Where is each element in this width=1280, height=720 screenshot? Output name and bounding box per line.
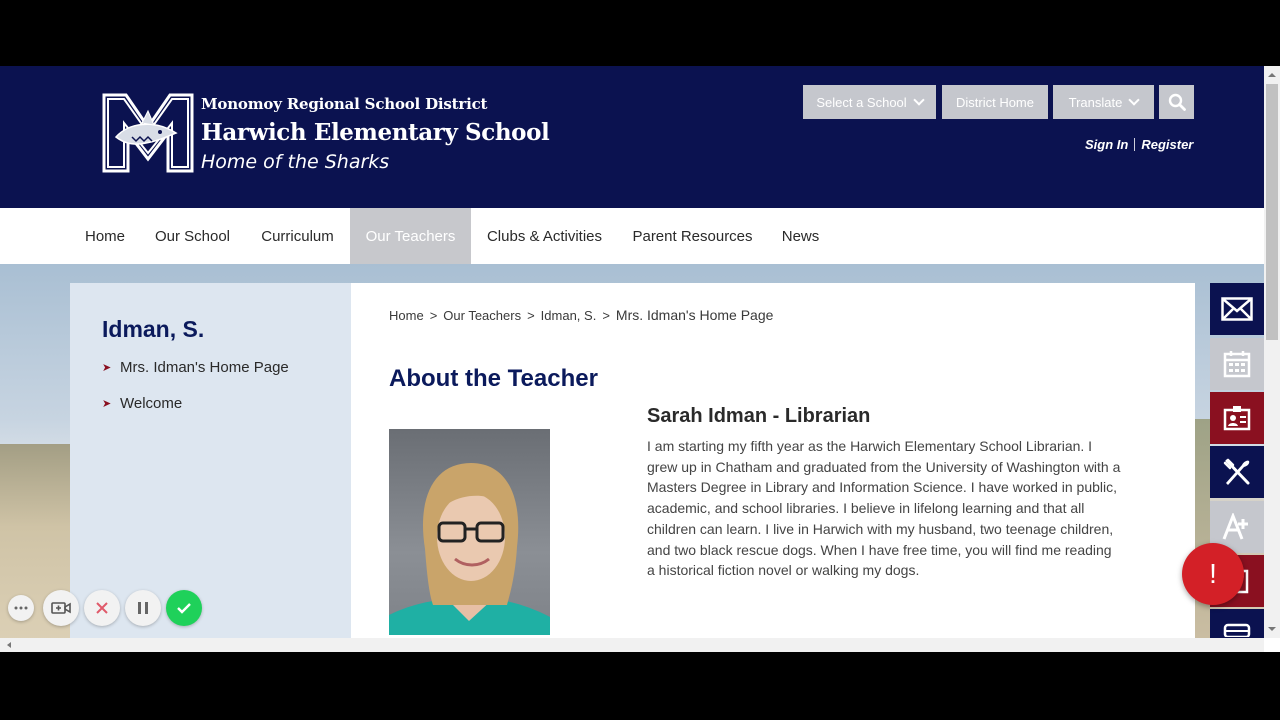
main-nav: [0, 208, 1264, 264]
page-heading: About the Teacher: [389, 365, 598, 392]
site-header: [0, 66, 1264, 208]
teacher-bio: I am starting my fifth year as the Harwich Elementary School Librarian. I grew up in Chatham and graduated from the University of Washington with a Masters Degree in Library and Information Science. I have worked in public, academic, and school libraries. I believe in lifelong learning and that all children can learn. I live in Harwich with my husband, two teenage children, and two black rescue dogs. When I have free time, you will find me reading a historical fiction novel or walking my dogs.: [647, 438, 1121, 579]
nav-our-school[interactable]: Our School: [154, 227, 231, 245]
shark-m-logo[interactable]: [102, 93, 194, 173]
camera-icon: [51, 601, 71, 615]
select-school-label: Select a School: [816, 94, 907, 110]
rail-staff-directory[interactable]: [1210, 392, 1264, 444]
district-home-button[interactable]: [942, 85, 1048, 119]
recorder-more-button[interactable]: [8, 595, 34, 621]
more-icon: [14, 606, 28, 610]
mail-icon: [1221, 297, 1253, 321]
translate-dropdown[interactable]: [1053, 85, 1154, 119]
rail-dining[interactable]: [1210, 446, 1264, 498]
pause-icon: [137, 601, 149, 615]
translate-icon: [1222, 513, 1252, 541]
main-content: [351, 283, 1195, 652]
chevron-down-icon: [1129, 94, 1140, 105]
scroll-left-icon[interactable]: [2, 638, 16, 652]
calendar-icon: [1223, 350, 1251, 378]
breadcrumb-home[interactable]: Home: [389, 307, 424, 323]
sidebar-title[interactable]: Idman, S.: [102, 316, 205, 342]
breadcrumb: [389, 307, 773, 323]
breadcrumb-separator: >: [429, 307, 438, 323]
recorder-pause-button[interactable]: [125, 590, 161, 626]
nav-home[interactable]: Home: [84, 227, 125, 245]
arrow-icon: ➤: [102, 398, 112, 410]
nav-curriculum[interactable]: Curriculum: [261, 227, 334, 245]
teacher-photo: [389, 429, 550, 635]
recorder-camera-button[interactable]: [43, 590, 79, 626]
browser-viewport: [0, 66, 1280, 652]
sidebar-item-welcome[interactable]: [102, 395, 182, 412]
alert-icon: !: [1209, 558, 1217, 589]
search-icon: [1168, 93, 1186, 111]
register-link[interactable]: Register: [1141, 137, 1194, 152]
breadcrumb-separator: >: [602, 307, 610, 323]
district-home-label: District Home: [955, 94, 1034, 110]
auth-links: [1085, 137, 1193, 152]
sidebar-item-home-page[interactable]: [102, 359, 289, 376]
district-name[interactable]: Monomoy Regional School District: [201, 95, 488, 113]
scroll-up-icon[interactable]: [1264, 68, 1280, 82]
recorder-finish-button[interactable]: [166, 590, 202, 626]
teacher-name: Sarah Idman - Librarian: [647, 405, 871, 427]
rail-mail[interactable]: [1210, 283, 1264, 335]
school-tagline: Home of the Sharks: [201, 151, 390, 173]
breadcrumb-separator: >: [527, 307, 535, 323]
nav-clubs-activities[interactable]: Clubs & Activities: [486, 227, 603, 245]
alert-button[interactable]: [1182, 543, 1244, 605]
translate-label: Translate: [1068, 94, 1123, 110]
nav-news[interactable]: News: [781, 227, 820, 245]
school-name[interactable]: Harwich Elementary School: [201, 119, 550, 146]
breadcrumb-idman[interactable]: Idman, S.: [540, 307, 597, 323]
select-school-dropdown[interactable]: [803, 85, 936, 119]
arrow-icon: ➤: [102, 362, 112, 374]
chevron-down-icon: [913, 94, 924, 105]
breadcrumb-our-teachers[interactable]: Our Teachers: [443, 307, 522, 323]
dune-right: [1194, 419, 1210, 652]
rail-calendar[interactable]: [1210, 338, 1264, 390]
cancel-icon: [95, 601, 109, 615]
scroll-down-icon[interactable]: [1264, 622, 1280, 636]
sign-in-link[interactable]: Sign In: [1085, 137, 1129, 152]
bus-icon: [1223, 623, 1251, 637]
recorder-cancel-button[interactable]: [84, 590, 120, 626]
sidebar-item-label: Welcome: [120, 395, 183, 412]
staff-directory-icon: [1223, 405, 1251, 431]
nav-our-teachers[interactable]: Our Teachers: [350, 208, 471, 264]
check-icon: [176, 602, 192, 614]
nav-parent-resources[interactable]: Parent Resources: [632, 227, 753, 245]
auth-divider: [1134, 138, 1135, 151]
sidebar-item-label: Mrs. Idman's Home Page: [120, 359, 289, 376]
horizontal-scrollbar[interactable]: [0, 638, 1264, 652]
scrollbar-thumb[interactable]: [1266, 84, 1278, 340]
rail-bus[interactable]: [1210, 609, 1264, 638]
search-button[interactable]: [1159, 85, 1194, 119]
dining-icon: [1222, 457, 1252, 487]
breadcrumb-current: Mrs. Idman's Home Page: [615, 307, 774, 323]
